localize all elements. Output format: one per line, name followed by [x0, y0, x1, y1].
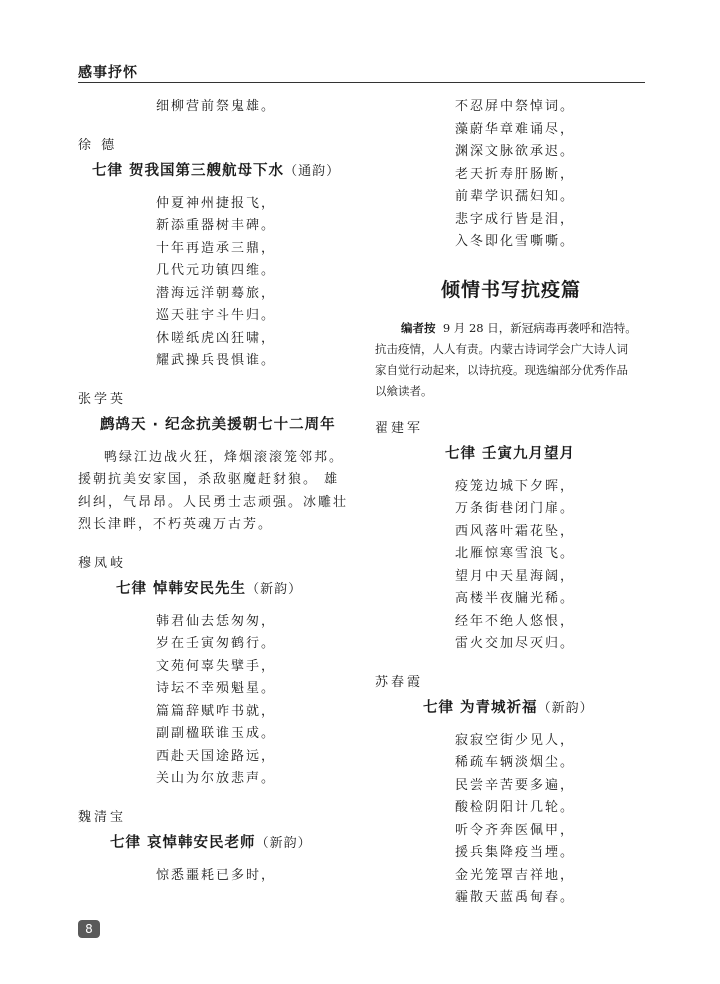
poem-body [375, 476, 647, 656]
poem-rhyme: （新韵） [537, 700, 594, 716]
poem-body [78, 447, 358, 537]
editor-note-label: 编者按 [401, 320, 436, 335]
poem-line: 疫笼边城下夕晖， [455, 478, 576, 494]
editor-note-line: 家自觉行动起来，以诗抗疫。现选编部分优秀作品 [375, 362, 628, 377]
poem-line: 西赴天国途路远， [156, 748, 277, 764]
poem-line: 岁在壬寅匆鹤行。 [156, 636, 277, 651]
poem-line: 西风落叶霜花坠， [455, 523, 576, 539]
poem-line: 万条街巷闭门扉。 [455, 501, 576, 516]
poem-author: 穆凤岐 [78, 555, 127, 571]
poem-title-text: 七律 贺我国第三艘航母下水 [92, 162, 285, 179]
poem-line: 渊深文脉欲承迟。 [455, 144, 576, 159]
left-column [78, 96, 358, 887]
poem-title-text: 七律 悼韩安民先生 [116, 580, 247, 597]
poem-line: 金光笼罩吉祥地， [455, 867, 576, 883]
poem-line: 悲字成行皆是泪， [455, 211, 576, 227]
right-column [375, 96, 647, 910]
poem-line: 稀疏车辆淡烟尘。 [455, 755, 576, 770]
poem-body [375, 730, 647, 910]
poem-line: 韩君仙去恁匆匆， [156, 613, 277, 629]
poem-line: 藻蔚华章难诵尽， [455, 121, 576, 137]
poem-line: 寂寂空街少见人， [455, 732, 576, 748]
poem-rhyme: （新韵） [246, 581, 303, 597]
poem-line: 老天折寿肝肠断， [455, 166, 576, 182]
poem-line: 文苑何辜失擘手， [156, 658, 277, 674]
poem-title-text: 七律 哀悼韩安民老师 [110, 834, 256, 851]
poem-rhyme: （新韵） [255, 835, 312, 851]
poem-author: 徐 德 [78, 137, 118, 153]
poem-author: 翟建军 [375, 420, 424, 436]
poem-line: 鸭绿江边战火狂，烽烟滚滚笼邻邦。 [104, 449, 345, 465]
poem-title-text: 七律 为青城祈福 [423, 699, 538, 716]
page-header [78, 62, 645, 83]
poem-line: 雷火交加尽灭归。 [455, 636, 576, 651]
section-header-title: 感事抒怀 [78, 65, 138, 81]
poem-author: 张学英 [78, 391, 127, 407]
editor-note [375, 318, 647, 402]
poem-line: 耀武操兵畏惧谁。 [156, 353, 277, 368]
poem-rhyme: （通韵） [284, 163, 341, 179]
poem-line: 民尝辛苦要多遍， [455, 777, 576, 793]
poem-line: 援朝抗美安家国，杀敌驱魔赶豺狼。 雄 [78, 472, 340, 487]
poem-body [78, 865, 358, 888]
section-title: 倾情书写抗疫篇 [440, 278, 581, 301]
poem-line: 不忍屏中祭悼词。 [455, 99, 576, 114]
poem-line: 潜海远洋朝蓦旅， [156, 285, 277, 301]
poem-line: 酸检阴阳计几轮。 [455, 800, 576, 815]
poem-line: 休嗟纸虎凶狂啸， [156, 330, 277, 346]
poem-line: 仲夏神州捷报飞， [156, 195, 277, 211]
poem-line: 入冬即化雪嘶嘶。 [455, 234, 576, 249]
poem-title: 七律 壬寅九月望月 [445, 445, 576, 462]
editor-note-line: 抗击疫情，人人有责。内蒙古诗词学会广大诗人词 [375, 341, 628, 356]
poem-line: 烈长津畔，不朽英魂万古芳。 [78, 517, 274, 532]
poem-line: 霾散天蓝禹甸春。 [455, 890, 576, 905]
poem-line: 援兵集降疫当堙。 [455, 845, 576, 860]
poem-body [78, 611, 358, 791]
poem-line: 新添重器树丰碑。 [156, 218, 277, 233]
poem-title [78, 829, 358, 857]
poem-line: 前辈学识孺妇知。 [455, 189, 576, 204]
poem-line: 经年不绝人悠恨， [455, 613, 576, 629]
poem-line: 副副楹联谁玉成。 [156, 726, 277, 741]
poem-line: 惊悉噩耗已多时， [156, 867, 277, 883]
page-number: 8 [78, 920, 100, 938]
poem-line: 望月中天星海阔， [455, 568, 576, 584]
poem-title [78, 157, 358, 185]
poem-line: 几代元功镇四维。 [156, 263, 277, 278]
poem-line: 十年再造承三鼎， [156, 240, 277, 256]
poem-line: 细柳营前祭鬼雄。 [156, 99, 277, 114]
poem-title [375, 694, 647, 722]
poem-line: 北雁惊寒雪浪飞。 [455, 546, 576, 561]
poem-body [375, 96, 647, 254]
editor-note-text: 9 月 28 日，新冠病毒再袭呼和浩特。 [442, 320, 637, 335]
poem-body [78, 193, 358, 373]
editor-note-line: 以飨读者。 [375, 383, 433, 398]
poem-author: 苏春霞 [375, 674, 424, 690]
poem-author: 魏清宝 [78, 809, 127, 825]
editor-note-line [375, 318, 647, 339]
poem-line: 听令齐奔医佩甲， [455, 822, 576, 838]
poem-line: 关山为尔放悲声。 [156, 771, 277, 786]
poem-line: 篇篇辞赋咋书就， [156, 703, 277, 719]
poem-line: 纠纠，气昂昂。人民勇士志顽强。冰雕壮 [78, 494, 349, 510]
poem-line: 巡天驻宇斗牛归。 [156, 308, 277, 323]
poem-title: 鹧鸪天 · 纪念抗美援朝七十二周年 [100, 416, 336, 433]
poem-title [78, 575, 358, 603]
poem-line: 诗坛不幸殒魁星。 [156, 681, 277, 696]
poem-line: 高楼半夜牖光稀。 [455, 591, 576, 606]
